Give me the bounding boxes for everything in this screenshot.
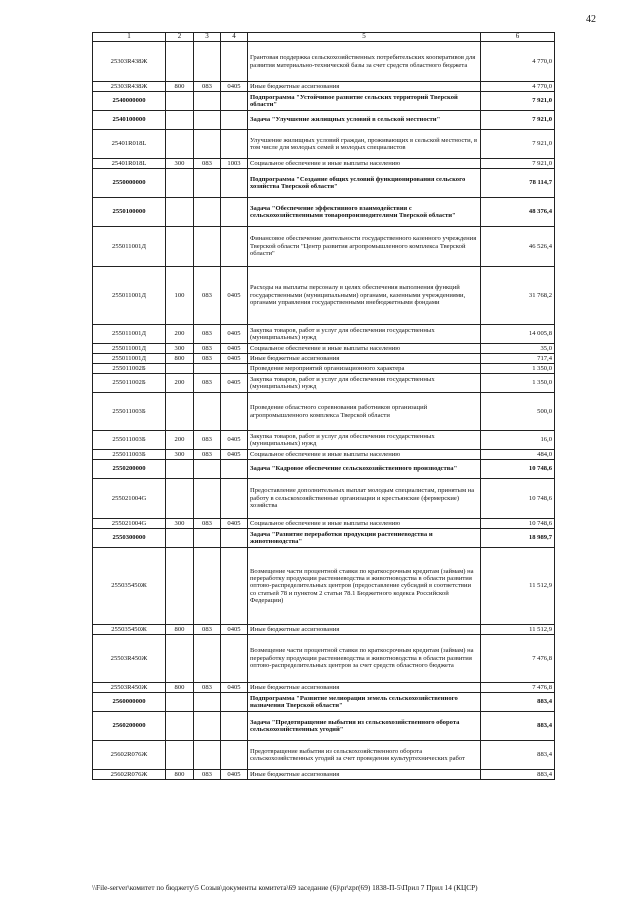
column-header: 3	[194, 33, 221, 42]
target-code-cell: 2560200000	[93, 712, 166, 741]
admin-code-cell	[194, 635, 221, 683]
item-name-cell: Социальное обеспечение и иные выплаты населению	[248, 159, 481, 169]
target-code-cell: 255011002Б	[93, 374, 166, 393]
section-code-cell	[221, 92, 248, 111]
section-code-cell: 0405	[221, 344, 248, 354]
section-code-cell	[221, 364, 248, 374]
target-code-cell: 25303R438Ж	[93, 42, 166, 82]
target-code-cell: 25503R450Ж	[93, 635, 166, 683]
amount-cell: 717,4	[481, 354, 555, 364]
item-name-cell: Закупка товаров, работ и услуг для обеспечения государственных (муниципальных) нужд	[248, 374, 481, 393]
amount-cell: 883,4	[481, 741, 555, 770]
item-name-cell: Закупка товаров, работ и услуг для обеспечения государственных (муниципальных) нужд	[248, 325, 481, 344]
section-code-cell	[221, 42, 248, 82]
target-code-cell: 255011003Б	[93, 393, 166, 431]
item-name-cell: Задача "Развитие переработки продукции растениеводства и животноводства"	[248, 529, 481, 548]
amount-cell: 7 921,0	[481, 111, 555, 130]
amount-cell: 35,0	[481, 344, 555, 354]
table-row	[93, 712, 555, 741]
target-code-cell: 2560000000	[93, 693, 166, 712]
admin-code-cell: 083	[194, 683, 221, 693]
target-code-cell: 2550200000	[93, 460, 166, 479]
expense-type-cell	[166, 460, 194, 479]
table-row	[93, 741, 555, 770]
section-code-cell: 0405	[221, 374, 248, 393]
section-code-cell	[221, 479, 248, 519]
table-row	[93, 393, 555, 431]
table-row	[93, 344, 555, 354]
table-row	[93, 169, 555, 198]
target-code-cell: 255011003Б	[93, 450, 166, 460]
expense-type-cell	[166, 393, 194, 431]
admin-code-cell	[194, 42, 221, 82]
column-header: 4	[221, 33, 248, 42]
target-code-cell: 25401R018L	[93, 159, 166, 169]
section-code-cell	[221, 460, 248, 479]
section-code-cell: 0405	[221, 770, 248, 780]
item-name-cell: Иные бюджетные ассигнования	[248, 683, 481, 693]
admin-code-cell	[194, 130, 221, 159]
page-number: 42	[586, 14, 596, 25]
target-code-cell: 255021004G	[93, 519, 166, 529]
amount-cell: 78 114,7	[481, 169, 555, 198]
item-name-cell: Подпрограмма "Создание общих условий функционирования сельского хозяйства Тверской области"	[248, 169, 481, 198]
expense-type-cell	[166, 548, 194, 625]
expense-type-cell: 100	[166, 267, 194, 325]
admin-code-cell: 083	[194, 519, 221, 529]
section-code-cell	[221, 227, 248, 267]
expense-type-cell	[166, 529, 194, 548]
item-name-cell: Социальное обеспечение и иные выплаты населению	[248, 344, 481, 354]
section-code-cell	[221, 693, 248, 712]
item-name-cell: Задача "Улучшение жилищных условий в сельской местности"	[248, 111, 481, 130]
item-name-cell: Улучшение жилищных условий граждан, проживающих в сельской местности, в том числе для молодых семей и молодых специалистов	[248, 130, 481, 159]
expense-type-cell: 800	[166, 770, 194, 780]
expense-type-cell	[166, 693, 194, 712]
table-row	[93, 325, 555, 344]
table-row	[93, 460, 555, 479]
admin-code-cell: 083	[194, 344, 221, 354]
admin-code-cell	[194, 364, 221, 374]
target-code-cell: 255035450Ж	[93, 625, 166, 635]
item-name-cell: Возмещение части процентной ставки по краткосрочным кредитам (займам) на переработку продукции растениеводства и животноводства в области развития оптово-распределительных центров за счет средств областного бюджета	[248, 635, 481, 683]
section-code-cell	[221, 529, 248, 548]
item-name-cell: Социальное обеспечение и иные выплаты населению	[248, 519, 481, 529]
column-header: 6	[481, 33, 555, 42]
target-code-cell: 25602R076Ж	[93, 741, 166, 770]
target-code-cell: 2550300000	[93, 529, 166, 548]
table-row	[93, 519, 555, 529]
budget-table	[92, 32, 555, 780]
amount-cell: 484,0	[481, 450, 555, 460]
expense-type-cell	[166, 635, 194, 683]
amount-cell: 883,4	[481, 770, 555, 780]
file-path-footer: \\File-server\комитет по бюджету\5 Созыв\документы комитета\69 заседание (6)\pr\zpr(69) 1838-П-5\Прил 7 Прил 14 (КЦСР)	[92, 883, 478, 892]
table-row	[93, 374, 555, 393]
table-row	[93, 693, 555, 712]
item-name-cell: Иные бюджетные ассигнования	[248, 82, 481, 92]
amount-cell: 7 921,0	[481, 130, 555, 159]
admin-code-cell: 083	[194, 159, 221, 169]
section-code-cell	[221, 741, 248, 770]
expense-type-cell	[166, 42, 194, 82]
expense-type-cell	[166, 169, 194, 198]
admin-code-cell	[194, 529, 221, 548]
section-code-cell: 1003	[221, 159, 248, 169]
expense-type-cell	[166, 741, 194, 770]
amount-cell: 10 748,6	[481, 460, 555, 479]
expense-type-cell: 300	[166, 519, 194, 529]
target-code-cell: 2540000000	[93, 92, 166, 111]
target-code-cell: 25503R450Ж	[93, 683, 166, 693]
amount-cell: 11 512,9	[481, 548, 555, 625]
amount-cell: 1 350,0	[481, 364, 555, 374]
expense-type-cell: 200	[166, 431, 194, 450]
admin-code-cell	[194, 741, 221, 770]
admin-code-cell	[194, 393, 221, 431]
item-name-cell: Возмещение части процентной ставки по краткосрочным кредитам (займам) на переработку продукции растениеводства и животноводства в области развития оптово-распределительных центров (предоставление субсидий в соответствии со статьей 78 и пунктом 2 статьи 78.1 Бюджетного кодекса Российской Федерации)	[248, 548, 481, 625]
section-code-cell: 0405	[221, 325, 248, 344]
target-code-cell: 255035450Ж	[93, 548, 166, 625]
section-code-cell	[221, 712, 248, 741]
item-name-cell: Задача "Обеспечение эффективного взаимодействия с сельскохозяйственными товаропроизводителями Тверской области"	[248, 198, 481, 227]
table-row	[93, 683, 555, 693]
admin-code-cell: 083	[194, 354, 221, 364]
item-name-cell: Иные бюджетные ассигнования	[248, 625, 481, 635]
target-code-cell: 255011003Б	[93, 431, 166, 450]
amount-cell: 10 748,6	[481, 479, 555, 519]
expense-type-cell	[166, 198, 194, 227]
amount-cell: 48 376,4	[481, 198, 555, 227]
section-code-cell: 0405	[221, 625, 248, 635]
section-code-cell: 0405	[221, 267, 248, 325]
amount-cell: 883,4	[481, 693, 555, 712]
table-row	[93, 625, 555, 635]
item-name-cell: Проведение областного соревнования работников организаций агропромышленного комплекса Тверской области	[248, 393, 481, 431]
target-code-cell: 25602R076Ж	[93, 770, 166, 780]
amount-cell: 7 921,0	[481, 159, 555, 169]
table-row	[93, 82, 555, 92]
table-row	[93, 159, 555, 169]
amount-cell: 4 770,0	[481, 42, 555, 82]
item-name-cell: Социальное обеспечение и иные выплаты населению	[248, 450, 481, 460]
column-header: 2	[166, 33, 194, 42]
admin-code-cell	[194, 479, 221, 519]
admin-code-cell	[194, 111, 221, 130]
item-name-cell: Проведение мероприятий организационного характера	[248, 364, 481, 374]
item-name-cell: Предотвращение выбытия из сельскохозяйственного оборота сельскохозяйственных угодий за счет проведения культуртехнических работ	[248, 741, 481, 770]
section-code-cell	[221, 111, 248, 130]
section-code-cell: 0405	[221, 431, 248, 450]
section-code-cell: 0405	[221, 683, 248, 693]
section-code-cell: 0405	[221, 82, 248, 92]
amount-cell: 14 005,8	[481, 325, 555, 344]
item-name-cell: Предоставление дополнительных выплат молодым специалистам, принятым на работу в сельскохозяйственные организации и крестьянские (фермерские) хозяйства	[248, 479, 481, 519]
expense-type-cell	[166, 227, 194, 267]
expense-type-cell: 800	[166, 82, 194, 92]
expense-type-cell	[166, 364, 194, 374]
admin-code-cell	[194, 712, 221, 741]
admin-code-cell	[194, 198, 221, 227]
column-header: 1	[93, 33, 166, 42]
table-row	[93, 227, 555, 267]
admin-code-cell	[194, 548, 221, 625]
item-name-cell: Иные бюджетные ассигнования	[248, 770, 481, 780]
table-row	[93, 111, 555, 130]
section-code-cell	[221, 130, 248, 159]
target-code-cell: 255021004G	[93, 479, 166, 519]
admin-code-cell: 083	[194, 770, 221, 780]
amount-cell: 4 770,0	[481, 82, 555, 92]
admin-code-cell	[194, 169, 221, 198]
target-code-cell: 2550000000	[93, 169, 166, 198]
table-row	[93, 364, 555, 374]
table-row	[93, 635, 555, 683]
target-code-cell: 255011001Д	[93, 344, 166, 354]
target-code-cell: 2550100000	[93, 198, 166, 227]
target-code-cell: 255011001Д	[93, 227, 166, 267]
expense-type-cell: 300	[166, 159, 194, 169]
expense-type-cell: 800	[166, 625, 194, 635]
admin-code-cell: 083	[194, 450, 221, 460]
section-code-cell	[221, 169, 248, 198]
admin-code-cell: 083	[194, 374, 221, 393]
amount-cell: 500,0	[481, 393, 555, 431]
table-row	[93, 529, 555, 548]
table-row	[93, 450, 555, 460]
section-code-cell	[221, 198, 248, 227]
amount-cell: 16,0	[481, 431, 555, 450]
table-row	[93, 92, 555, 111]
table-row	[93, 479, 555, 519]
expense-type-cell	[166, 712, 194, 741]
item-name-cell: Подпрограмма "Устойчивое развитие сельских территорий Тверской области"	[248, 92, 481, 111]
amount-cell: 883,4	[481, 712, 555, 741]
admin-code-cell	[194, 693, 221, 712]
target-code-cell: 25401R018L	[93, 130, 166, 159]
target-code-cell: 25303R438Ж	[93, 82, 166, 92]
item-name-cell: Расходы на выплаты персоналу в целях обеспечения выполнения функций государственными (муниципальными) органами, казенными учреждениями, органами управления государственными внебюджетными фондами	[248, 267, 481, 325]
section-code-cell: 0405	[221, 450, 248, 460]
expense-type-cell	[166, 479, 194, 519]
expense-type-cell	[166, 92, 194, 111]
table-row	[93, 198, 555, 227]
admin-code-cell	[194, 460, 221, 479]
expense-type-cell: 800	[166, 354, 194, 364]
admin-code-cell	[194, 92, 221, 111]
expense-type-cell: 300	[166, 450, 194, 460]
section-code-cell	[221, 393, 248, 431]
amount-cell: 7 476,8	[481, 683, 555, 693]
item-name-cell: Задача "Предотвращение выбытия из сельскохозяйственного оборота сельскохозяйственных угодий"	[248, 712, 481, 741]
section-code-cell: 0405	[221, 519, 248, 529]
admin-code-cell: 083	[194, 431, 221, 450]
table-row	[93, 130, 555, 159]
section-code-cell	[221, 635, 248, 683]
table-row	[93, 42, 555, 82]
amount-cell: 31 768,2	[481, 267, 555, 325]
expense-type-cell: 200	[166, 374, 194, 393]
admin-code-cell	[194, 227, 221, 267]
amount-cell: 10 748,6	[481, 519, 555, 529]
admin-code-cell: 083	[194, 625, 221, 635]
amount-cell: 1 350,0	[481, 374, 555, 393]
amount-cell: 46 526,4	[481, 227, 555, 267]
amount-cell: 18 989,7	[481, 529, 555, 548]
admin-code-cell: 083	[194, 267, 221, 325]
item-name-cell: Подпрограмма "Развитие мелиорации земель сельскохозяйственного назначения Тверской области"	[248, 693, 481, 712]
amount-cell: 7 921,0	[481, 92, 555, 111]
table-row	[93, 548, 555, 625]
item-name-cell: Иные бюджетные ассигнования	[248, 354, 481, 364]
table-row	[93, 770, 555, 780]
admin-code-cell: 083	[194, 325, 221, 344]
item-name-cell: Грантовая поддержка сельскохозяйственных потребительских кооперативов для развития материально-технической базы за счет средств областного бюджета	[248, 42, 481, 82]
expense-type-cell: 300	[166, 344, 194, 354]
expense-type-cell	[166, 111, 194, 130]
table-row	[93, 431, 555, 450]
section-code-cell: 0405	[221, 354, 248, 364]
section-code-cell	[221, 548, 248, 625]
target-code-cell: 255011001Д	[93, 325, 166, 344]
target-code-cell: 255011001Д	[93, 267, 166, 325]
target-code-cell: 255011002Б	[93, 364, 166, 374]
table-row	[93, 354, 555, 364]
expense-type-cell	[166, 130, 194, 159]
table-row	[93, 267, 555, 325]
expense-type-cell: 800	[166, 683, 194, 693]
item-name-cell: Финансовое обеспечение деятельности государственного казенного учреждения Тверской области "Центр развития агропромышленного комплекса Тверской области"	[248, 227, 481, 267]
item-name-cell: Задача "Кадровое обеспечение сельскохозяйственного производства"	[248, 460, 481, 479]
item-name-cell: Закупка товаров, работ и услуг для обеспечения государственных (муниципальных) нужд	[248, 431, 481, 450]
amount-cell: 11 512,9	[481, 625, 555, 635]
target-code-cell: 2540100000	[93, 111, 166, 130]
amount-cell: 7 476,8	[481, 635, 555, 683]
target-code-cell: 255011001Д	[93, 354, 166, 364]
expense-type-cell: 200	[166, 325, 194, 344]
table-header-row	[93, 33, 555, 42]
column-header: 5	[248, 33, 481, 42]
admin-code-cell: 083	[194, 82, 221, 92]
